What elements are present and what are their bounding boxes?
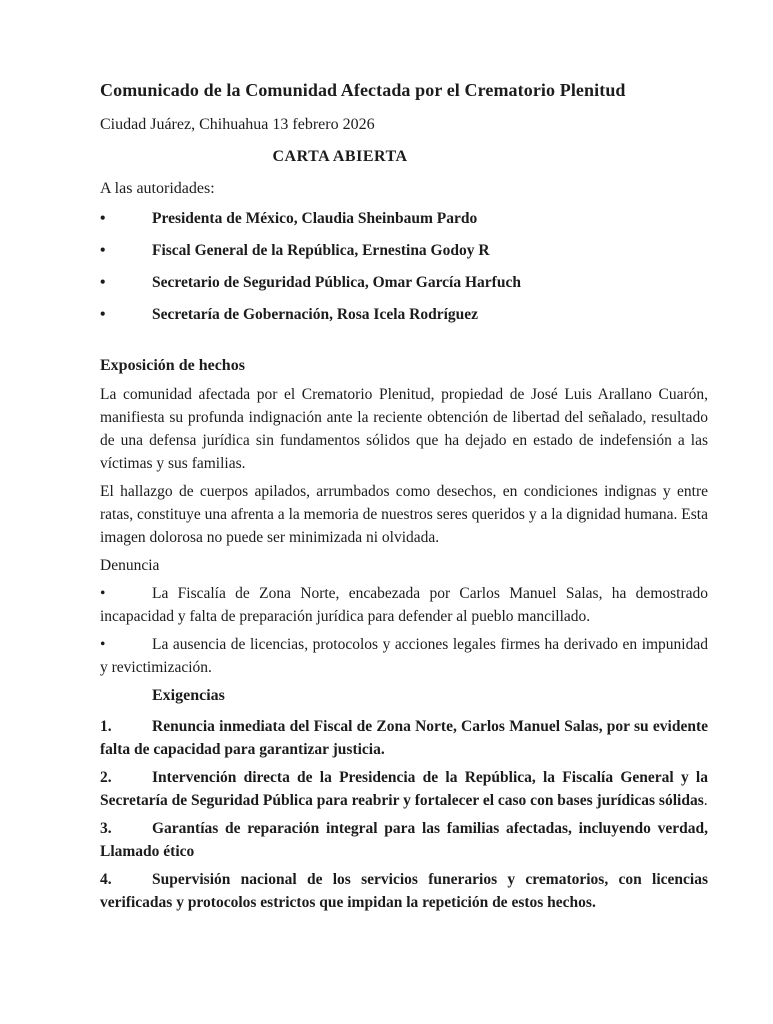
item-number: 4.	[100, 871, 112, 888]
exigencia-item	[100, 817, 708, 863]
authority-label: Presidenta de México, Claudia Sheinbaum Pardo	[152, 210, 478, 227]
exigencia-item	[100, 766, 708, 812]
exigencia-item-text: Supervisión nacional de los servicios funerarios y crematorios, con licencias verificadas y protocolos estrictos que impidan la repetición de estos hechos.	[100, 871, 708, 911]
authority-label: Secretaría de Gobernación, Rosa Icela Rodríguez	[152, 306, 479, 323]
exigencia-item-text: Intervención directa de la Presidencia de la República, la Fiscalía General y la Secretaría de Seguridad Pública para reabrir y fortalecer el caso con bases jurídicas sólidas	[100, 769, 708, 809]
item-number: 3.	[100, 820, 112, 837]
bullet-icon: •	[100, 306, 106, 323]
bullet-icon: •	[100, 636, 106, 653]
bullet-icon: •	[100, 210, 106, 227]
authority-label: Fiscal General de la República, Ernestina Godoy R	[152, 242, 490, 259]
exigencia-item-suffix: .	[703, 792, 708, 809]
denuncia-item	[100, 633, 708, 679]
document-title: Comunicado de la Comunidad Afectada por el Crematorio Plenitud	[100, 80, 626, 100]
authority-item	[100, 303, 708, 326]
letter-heading: CARTA ABIERTA	[272, 148, 408, 165]
section-heading-exposicion: Exposición de hechos	[100, 357, 245, 374]
exigencia-item-text: Garantías de reparación integral para las familias afectadas, incluyendo verdad, Llamado ético	[100, 820, 708, 860]
bullet-icon: •	[100, 585, 106, 602]
authority-item	[100, 239, 708, 262]
item-number: 1.	[100, 718, 112, 735]
bullet-icon: •	[100, 242, 106, 259]
authority-item	[100, 271, 708, 294]
authority-item	[100, 207, 708, 230]
salutation: A las autoridades:	[100, 180, 215, 197]
denuncia-item	[100, 582, 708, 628]
exigencia-item	[100, 715, 708, 761]
item-number: 2.	[100, 769, 112, 786]
body-paragraph: La comunidad afectada por el Crematorio Plenitud, propiedad de José Luis Arallano Cuarón, manifiesta su profunda indignación ante la reciente obtención de libertad del señalado, resultado de una defensa jurídica sin fundamentos sólidos que ha dejado en estado de indefensión a las víctimas y sus familias.	[100, 386, 708, 472]
authority-label: Secretario de Seguridad Pública, Omar García Harfuch	[152, 274, 521, 291]
authorities-list	[100, 207, 708, 326]
exigencia-item-text: Renuncia inmediata del Fiscal de Zona Norte, Carlos Manuel Salas, por su evidente falta de capacidad para garantizar justicia.	[100, 718, 708, 758]
section-heading-exigencias: Exigencias	[152, 687, 225, 704]
denuncia-item-text: La Fiscalía de Zona Norte, encabezada por Carlos Manuel Salas, ha demostrado incapacidad y falta de preparación jurídica para defender al pueblo mancillado.	[100, 585, 708, 625]
exigencia-item	[100, 868, 708, 914]
body-paragraph: El hallazgo de cuerpos apilados, arrumbados como desechos, en condiciones indignas y entre ratas, constituye una afrenta a la memoria de nuestros seres queridos y a la dignidad humana. Esta imagen dolorosa no puede ser minimizada ni olvidada.	[100, 483, 708, 546]
bullet-icon: •	[100, 274, 106, 291]
denuncia-item-text: La ausencia de licencias, protocolos y acciones legales firmes ha derivado en impunidad y revictimización.	[100, 636, 708, 676]
dateline: Ciudad Juárez, Chihuahua 13 febrero 2026	[100, 116, 375, 133]
section-heading-denuncia: Denuncia	[100, 557, 160, 574]
